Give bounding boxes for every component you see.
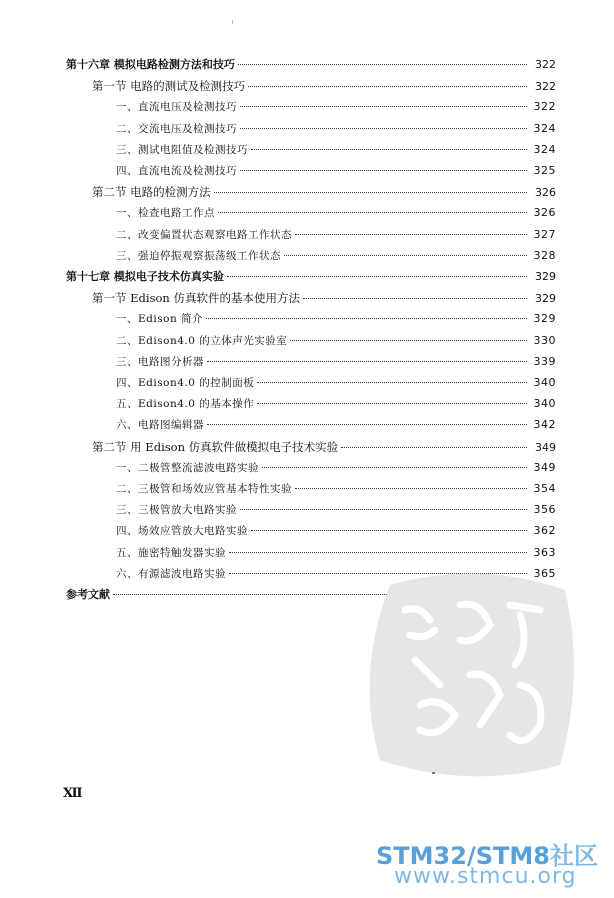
toc-entry-title: 五、Edison4.0 的基本操作 bbox=[116, 398, 255, 411]
toc-entry-page: 356 bbox=[533, 503, 556, 517]
toc-entry-chapter bbox=[66, 268, 556, 286]
toc-entry-title: 三、强迫停振观察振荡级工作状态 bbox=[116, 249, 281, 262]
toc-entry-title: 六、电路图编辑器 bbox=[116, 419, 204, 432]
dot-leader bbox=[207, 424, 527, 425]
toc-entry-item bbox=[116, 120, 556, 138]
toc-entry-title: 五、施密特触发器实验 bbox=[116, 546, 226, 559]
toc-entry-title: 一、检查电路工作点 bbox=[116, 207, 215, 220]
toc-entry-item bbox=[116, 459, 556, 477]
toc-entry-chapter bbox=[66, 56, 556, 74]
toc-entry-section bbox=[92, 183, 556, 201]
dot-leader bbox=[240, 128, 527, 129]
toc-entry-page: 363 bbox=[533, 545, 556, 559]
toc-entry-page: 325 bbox=[533, 164, 556, 177]
dot-leader bbox=[206, 318, 527, 319]
toc-entry-title: 一、Edison 简介 bbox=[116, 313, 204, 326]
dot-leader bbox=[214, 192, 527, 193]
toc-entry-title: 三、电路图分析器 bbox=[116, 355, 204, 368]
toc-entry-page: 342 bbox=[533, 418, 556, 432]
toc-entry-section bbox=[92, 289, 556, 307]
dot-leader bbox=[303, 298, 527, 299]
dot-leader bbox=[257, 403, 527, 404]
toc-entry-page: 330 bbox=[533, 333, 556, 347]
toc-entry-page: 340 bbox=[533, 376, 556, 389]
toc-entry-item bbox=[116, 501, 556, 519]
toc-entry-page: 324 bbox=[533, 142, 556, 156]
toc-entry-item bbox=[116, 544, 556, 562]
toc-entry-title: 一、直流电压及检测技巧 bbox=[116, 101, 237, 114]
toc-entry-page: 349 bbox=[535, 440, 556, 454]
toc-entry-item bbox=[116, 204, 556, 222]
toc-entry-item bbox=[116, 141, 556, 159]
toc-entry-section bbox=[92, 438, 556, 456]
toc-entry-title: 二、改变偏置状态观察电路工作状态 bbox=[116, 228, 292, 241]
toc-entry-title: 第十六章 模拟电路检测方法和技巧 bbox=[66, 58, 235, 71]
toc-entry-page: 326 bbox=[535, 186, 556, 200]
toc-entry-page: 322 bbox=[535, 80, 556, 94]
toc-entry-item bbox=[116, 332, 556, 350]
dot-leader bbox=[240, 106, 527, 107]
toc-entry-page: 322 bbox=[533, 100, 556, 114]
toc-entry-item bbox=[116, 310, 556, 328]
toc-entry-item bbox=[116, 162, 556, 180]
toc-entry-title: 第一节 电路的测试及检测技巧 bbox=[92, 79, 246, 94]
toc-entry-page: 329 bbox=[535, 270, 556, 283]
watermark-url: www.stmcu.org bbox=[394, 864, 577, 889]
page-folio-roman: Ⅻ bbox=[63, 786, 82, 801]
watermark-community: 社区 bbox=[549, 842, 598, 870]
toc-entry-page: 328 bbox=[533, 248, 556, 262]
toc-entry-title: 四、Edison4.0 的控制面板 bbox=[116, 377, 255, 389]
toc-entry-page: 354 bbox=[533, 482, 556, 495]
toc-entry-title: 参考文献 bbox=[66, 588, 110, 601]
toc-entry-item bbox=[116, 98, 556, 116]
toc-entry-page: 365 bbox=[533, 566, 556, 580]
toc-entry-item bbox=[116, 374, 556, 392]
toc-entry-page: 327 bbox=[533, 227, 556, 241]
toc-entry-title: 第二节 电路的检测方法 bbox=[92, 185, 211, 200]
dot-leader bbox=[240, 170, 527, 171]
toc-entry-item bbox=[116, 522, 556, 540]
dot-leader bbox=[262, 467, 527, 468]
dot-leader bbox=[257, 382, 527, 383]
toc-entry-page: 362 bbox=[533, 524, 556, 538]
dot-leader bbox=[295, 488, 527, 489]
dot-leader bbox=[207, 361, 527, 362]
dot-leader bbox=[218, 212, 527, 213]
toc-entry-section bbox=[92, 77, 556, 95]
dot-leader bbox=[290, 340, 527, 341]
toc-entry-title: 四、场效应管放大电路实验 bbox=[116, 525, 248, 538]
toc-entry-title: 三、测试电阻值及检测技巧 bbox=[116, 143, 248, 156]
toc-entry-item bbox=[116, 353, 556, 371]
dot-leader bbox=[284, 255, 527, 256]
watermark-brand: STM32/STM8 bbox=[376, 842, 550, 870]
toc-entry-item bbox=[116, 395, 556, 413]
toc-entry-title: 第十七章 模拟电子技术仿真实验 bbox=[66, 270, 224, 283]
toc-entry-page: 329 bbox=[533, 312, 556, 326]
seal-stamp-image bbox=[360, 565, 582, 785]
toc-entry-title: 一、二极管整流滤波电路实验 bbox=[116, 461, 259, 474]
toc-entry-page: 322 bbox=[535, 58, 556, 71]
toc-entry-page: 349 bbox=[533, 460, 556, 474]
toc-entry-item bbox=[116, 416, 556, 434]
dot-leader bbox=[248, 86, 527, 87]
dot-leader bbox=[227, 276, 527, 277]
toc-entry-title: 第二节 用 Edison 仿真软件做模拟电子技术实验 bbox=[92, 439, 339, 454]
dot-leader bbox=[295, 234, 527, 235]
toc-entry-page: 339 bbox=[533, 354, 556, 368]
scan-speck bbox=[432, 772, 435, 774]
toc-entry-title: 二、交流电压及检测技巧 bbox=[116, 122, 237, 135]
toc-entry-title: 二、Edison4.0 的立体声光实验室 bbox=[116, 334, 288, 347]
dot-leader bbox=[251, 149, 527, 150]
dot-leader bbox=[251, 530, 527, 531]
toc-entry-item bbox=[116, 247, 556, 265]
toc-entry-title: 第一节 Edison 仿真软件的基本使用方法 bbox=[92, 291, 300, 306]
toc-entry-title: 六、有源滤波电路实验 bbox=[116, 567, 226, 580]
toc-entry-item bbox=[116, 480, 556, 498]
toc-entry-title: 三、三极管放大电路实验 bbox=[116, 504, 237, 517]
toc-entry-title: 四、直流电流及检测技巧 bbox=[116, 165, 237, 177]
dot-leader bbox=[240, 509, 527, 510]
dot-leader bbox=[229, 552, 527, 553]
toc-entry-page: 340 bbox=[533, 397, 556, 411]
dot-leader bbox=[341, 447, 527, 448]
toc-entry-item bbox=[116, 226, 556, 244]
toc-entry-page: 324 bbox=[533, 121, 556, 135]
toc-entry-page: 326 bbox=[533, 206, 556, 220]
scan-mark bbox=[232, 20, 233, 24]
toc-entry-title: 二、三极管和场效应管基本特性实验 bbox=[116, 483, 292, 495]
toc-entry-page: 329 bbox=[535, 292, 556, 306]
dot-leader bbox=[238, 64, 527, 65]
